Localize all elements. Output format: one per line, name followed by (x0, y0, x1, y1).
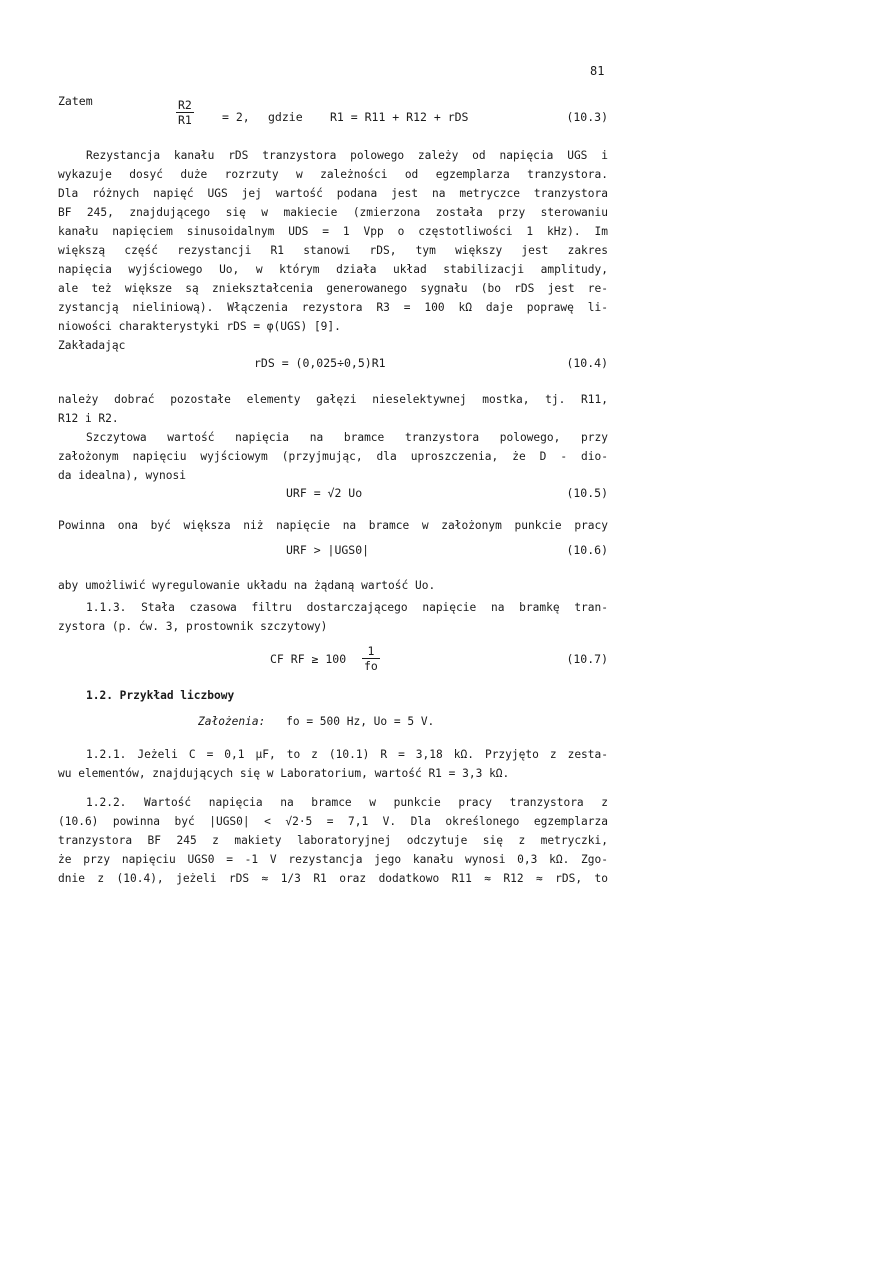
equation-10-5 (58, 486, 608, 508)
text-line: (10.6) powinna być |UGS0| < √2·5 = 7,1 V. Dla określonego egzemplarza (58, 815, 608, 828)
text-line: założonym napięciu wyjściowym (przyjmując, dla uproszczenia, że D - dio- (58, 450, 608, 463)
text-line: 1.2.2. Wartość napięcia na bramce w punkcie pracy tranzystora z (86, 796, 608, 809)
text-line: Rezystancja kanału rDS tranzystora polowego zależy od napięcia UGS i (86, 149, 608, 162)
eq-relation: R1 = R11 + R12 + rDS (330, 110, 469, 124)
eq-number: (10.5) (566, 486, 608, 500)
eq-lead-word: Zatem (58, 94, 93, 108)
section-heading: 1.2. Przykład liczbowy (86, 689, 235, 702)
text-line: dnie z (10.4), jeżeli rDS ≈ 1/3 R1 oraz dodatkowo R11 ≈ R12 ≈ rDS, to (58, 872, 608, 885)
eq-rhs: = 2, (222, 110, 250, 124)
eq-number: (10.3) (566, 110, 608, 124)
eq-fraction (176, 98, 194, 127)
text-line: zystancją nieliniową). Włączenia rezystora R3 = 100 kΩ daje poprawę li- (58, 301, 608, 314)
text-line: większą część rezystancji R1 stanowi rDS, tym większy jest zakres (58, 244, 608, 257)
text-line: wu elementów, znajdujących się w Laboratorium, wartość R1 = 3,3 kΩ. (58, 767, 510, 780)
equation-10-7 (58, 644, 608, 680)
text-line: da idealna), wynosi (58, 469, 186, 482)
fraction-denominator: fo (364, 659, 378, 673)
assumptions-values: fo = 500 Hz, Uo = 5 V. (286, 715, 435, 728)
eq-lhs: CF RF ≥ 100 (270, 652, 347, 666)
text-line: napięcia wyjściowego Uo, w którym działa układ stabilizacji amplitudy, (58, 263, 608, 276)
eq-number: (10.7) (566, 652, 608, 666)
text-line: 1.2.1. Jeżeli C = 0,1 μF, to z (10.1) R = 3,18 kΩ. Przyjęto z zesta- (86, 748, 608, 761)
text-line: Dla różnych napięć UGS jej wartość podana jest na metryczce tranzystora (58, 187, 608, 200)
fraction-numerator: R2 (178, 98, 192, 112)
text-line: Zakładając (58, 339, 126, 352)
fraction-numerator: 1 (362, 644, 380, 659)
text-line: zystora (p. ćw. 3, prostownik szczytowy) (58, 620, 328, 633)
text-line: kanału napięciem sinusoidalnym UDS = 1 Vpp o częstotliwości 1 kHz). Im (58, 225, 608, 238)
eq-expression: URF > |UGS0| (286, 543, 370, 557)
fraction-denominator: R1 (178, 113, 192, 127)
text-line: aby umożliwić wyregulowanie układu na żądaną wartość Uo. (58, 579, 436, 592)
assumptions-line (198, 712, 598, 731)
eq-number: (10.4) (566, 356, 608, 370)
text-line: BF 245, znajdującego się w makiecie (zmierzona została przy sterowaniu (58, 206, 608, 219)
text-line: wykazuje dosyć duże rozrzuty w zależności od egzemplarza tranzystora. (58, 168, 608, 181)
text-line: Powinna ona być większa niż napięcie na bramce w założonym punkcie pracy (58, 519, 608, 532)
text-line: tranzystora BF 245 z makiety laboratoryjnej odczytuje się z metryczki, (58, 834, 608, 847)
page-number: 81 (590, 64, 605, 78)
equation-10-3 (58, 94, 608, 136)
eq-where-word: gdzie (268, 110, 303, 124)
eq-expression: URF = √2 Uo (286, 486, 363, 500)
text-line: należy dobrać pozostałe elementy gałęzi nieselektywnej mostka, tj. R11, (58, 393, 608, 406)
equation-10-6 (58, 543, 608, 565)
eq-expression: rDS = (0,025÷0,5)R1 (254, 356, 386, 370)
equation-10-4 (58, 356, 608, 378)
text-line: niowości charakterystyki rDS = φ(UGS) [9]. (58, 320, 341, 333)
assumptions-label: Założenia: (198, 715, 266, 728)
eq-fraction (362, 644, 380, 673)
text-line: ale też większe są zniekształcenia generowanego sygnału (bo rDS jest re- (58, 282, 608, 295)
text-line: R12 i R2. (58, 412, 119, 425)
text-line: Szczytowa wartość napięcia na bramce tranzystora polowego, przy (86, 431, 608, 444)
eq-number: (10.6) (566, 543, 608, 557)
text-line: 1.1.3. Stała czasowa filtru dostarczającego napięcie na bramkę tran- (86, 601, 608, 614)
text-line: że przy napięciu UGS0 = -1 V rezystancja jego kanału wynosi 0,3 kΩ. Zgo- (58, 853, 608, 866)
